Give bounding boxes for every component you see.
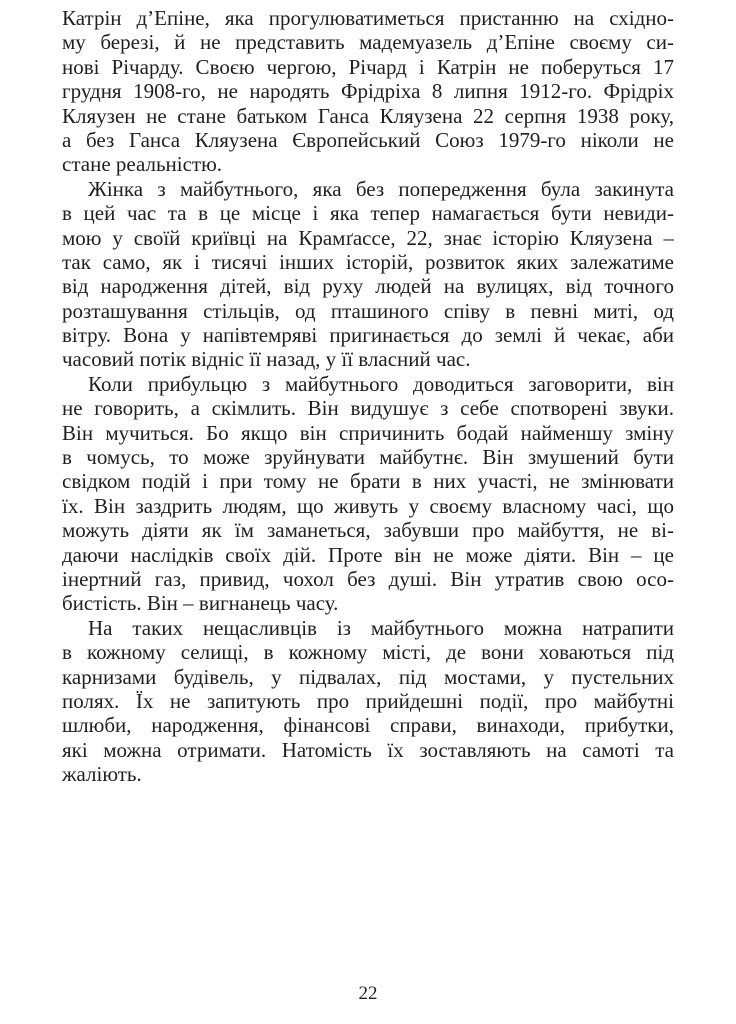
text-line: а без Ганса Кляузена Європейський Союз 1979-го ніколи не [62, 127, 674, 152]
text-line: які можна отримати. Натомість їх зоставляють на самоті та [62, 737, 674, 762]
text-line: в цей час та в це місце і яка тепер намагається бути невиди- [62, 201, 674, 226]
paragraph [62, 177, 674, 372]
text-line: розташування стільців, од пташиного співу в певні миті, од [62, 298, 674, 323]
text-line: нові Річарду. Своєю чергою, Річард і Катрін не поберуться 17 [62, 54, 674, 79]
text-line: полях. Їх не запитують про прийдешні події, про майбутні [62, 688, 674, 713]
text-line: му березі, й не представить мадемуазель д’Епіне своєму си- [62, 30, 674, 55]
text-line: На таких нещасливців із майбутнього можна натрапити [88, 615, 674, 640]
text-line: бистість. Він – вигнанець часу. [62, 591, 339, 616]
text-line: так само, як і тисячі інших історій, розвиток яких залежатиме [62, 249, 674, 274]
text-line: Кляузен не стане батьком Ганса Кляузена 22 серпня 1938 року, [62, 103, 674, 128]
text-line: часовий потік відніс її назад, у її власний час. [62, 347, 471, 372]
paragraph [62, 6, 674, 177]
text-line: Катрін д’Епіне, яка прогулюватиметься пристанню на східно- [62, 6, 674, 30]
text-line: Він мучиться. Бо якщо він спричинить бодай найменшу зміну [62, 420, 674, 445]
text-block [62, 6, 674, 787]
text-line: стане реальністю. [62, 152, 223, 177]
text-line: в чомусь, то може зруйнувати майбутнє. Він змушений бути [62, 445, 674, 470]
text-line: карнизами будівель, у підвалах, під мостами, у пустельних [62, 664, 674, 689]
paragraph [62, 616, 674, 787]
text-line: не говорить, а скімлить. Він видушує з себе спотворені звуки. [62, 396, 674, 421]
text-line: грудня 1908-го, не народять Фрідріха 8 липня 1912-го. Фрідріх [62, 79, 674, 104]
text-line: від народження дітей, від руху людей на вулицях, від точного [62, 274, 674, 299]
text-line: Жінка з майбутнього, яка без попередження була закинута [88, 176, 674, 201]
text-line: шлюби, народження, фінансові справи, винаходи, прибутки, [62, 713, 674, 738]
text-line: можуть діяти як їм заманеться, забувши про майбуття, не ві- [62, 518, 674, 543]
text-line: жаліють. [62, 762, 142, 787]
page-number: 22 [358, 983, 378, 1004]
text-line: Коли прибульцю з майбутнього доводиться заговорити, він [88, 371, 674, 396]
text-line: вітру. Вона у напівтемряві пригинається до землі й чекає, аби [62, 323, 674, 348]
text-line: інертний газ, привид, чохол без душі. Він утратив свою осо- [62, 566, 674, 591]
text-line: свідком подій і при тому не брати в них участі, не змінювати [62, 469, 674, 494]
text-line: мою у своїй криївці на Крамґассе, 22, знає історію Кляузена – [62, 225, 674, 250]
text-line: в кожному селищі, в кожному місті, де вони ховаються під [62, 640, 674, 665]
paragraph [62, 372, 674, 616]
text-line: їх. Він заздрить людям, що живуть у своєму власному часі, що [62, 493, 674, 518]
text-line: даючи наслідків своїх дій. Проте він не може діяти. Він – це [62, 542, 674, 567]
